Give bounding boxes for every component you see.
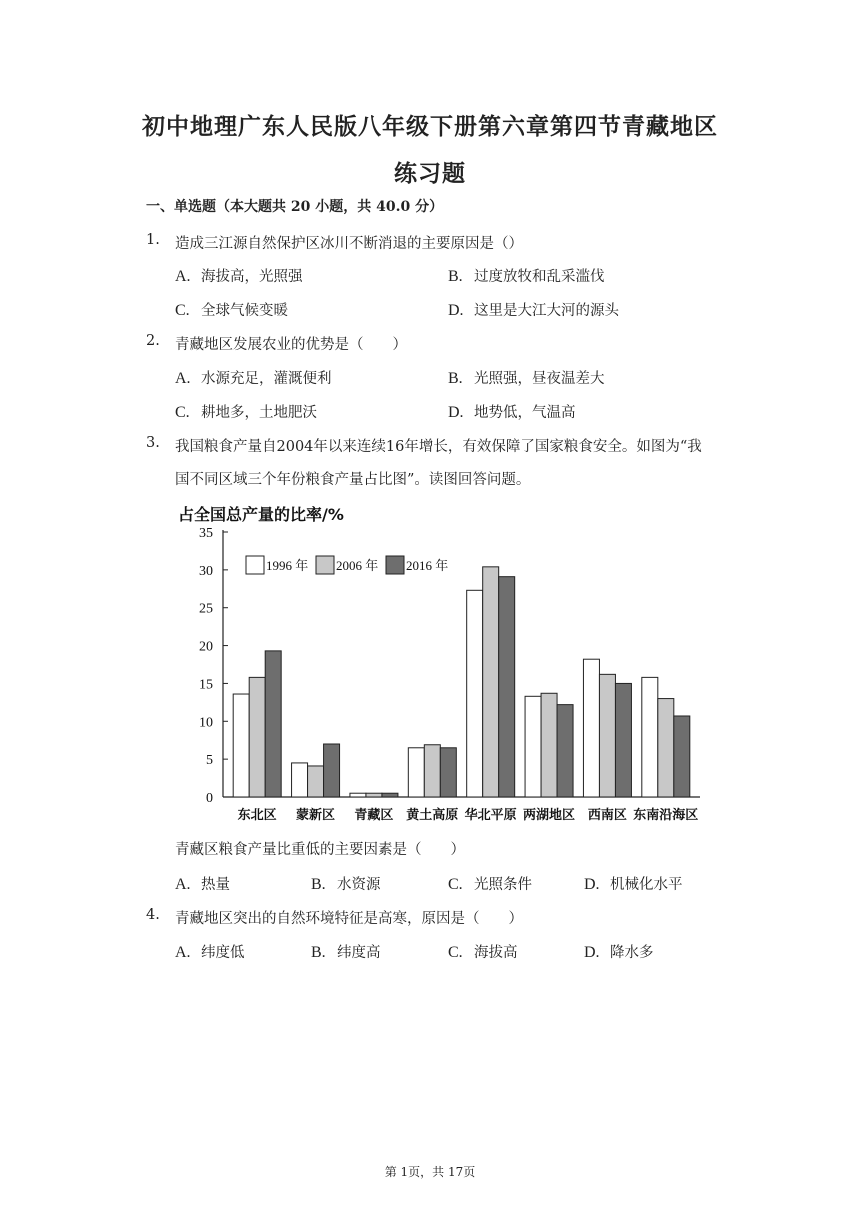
grain-share-bar-chart: [170, 500, 710, 830]
bar: [483, 567, 499, 797]
bar: [265, 651, 281, 797]
x-tick-label: 东南沿海区: [633, 808, 699, 823]
x-tick-label: 华北平原: [464, 808, 517, 823]
y-tick-label: 5: [206, 753, 213, 769]
option-letter: C.: [175, 404, 190, 421]
q2-option-b[interactable]: [448, 367, 605, 388]
option-letter: B.: [448, 370, 463, 387]
option-text: 热量: [201, 877, 230, 893]
bar: [408, 748, 424, 797]
legend-label: 2016 年: [406, 558, 449, 573]
bar: [467, 590, 483, 797]
option-letter: C.: [448, 944, 463, 961]
question-2-text: 青藏地区发展农业的优势是（ ）: [175, 337, 407, 353]
legend-label: 1996 年: [266, 558, 309, 573]
x-tick-label: 东北区: [237, 808, 277, 823]
x-tick-label: 西南区: [587, 808, 627, 823]
option-text: 过度放牧和乱采滥伐: [474, 269, 605, 285]
option-letter: D.: [448, 302, 464, 319]
option-text: 地势低，气温高: [474, 405, 576, 421]
bar: [233, 694, 249, 797]
q3-option-d[interactable]: [584, 873, 683, 894]
option-text: 降水多: [610, 945, 654, 961]
legend-swatch: [386, 556, 404, 574]
bar: [424, 745, 440, 797]
option-letter: B.: [311, 944, 326, 961]
bar: [350, 793, 366, 797]
bar: [674, 716, 690, 797]
bar: [583, 659, 599, 797]
legend-swatch: [246, 556, 264, 574]
option-letter: D.: [584, 876, 600, 893]
option-letter: A.: [175, 268, 191, 285]
bar: [557, 705, 573, 797]
bar: [615, 683, 631, 797]
x-tick-label: 两湖地区: [523, 808, 576, 823]
option-text: 海拔高: [474, 945, 518, 961]
bar: [366, 793, 382, 797]
q1-option-b[interactable]: [448, 265, 605, 286]
q3-option-a[interactable]: [175, 873, 230, 894]
option-text: 水源充足，灌溉便利: [201, 371, 332, 387]
question-3-number: 3.: [146, 435, 160, 451]
bar: [525, 696, 541, 797]
question-1-number: 1.: [146, 232, 160, 248]
legend-label: 2006 年: [336, 558, 379, 573]
q2-option-c[interactable]: [175, 401, 317, 422]
y-tick-label: 25: [199, 601, 213, 617]
q1-option-a[interactable]: [175, 265, 303, 286]
y-tick-label: 15: [199, 677, 213, 693]
option-text: 这里是大江大河的源头: [474, 303, 619, 319]
legend-swatch: [316, 556, 334, 574]
option-letter: C.: [448, 876, 463, 893]
doc-title-line2: 练习题: [394, 160, 466, 187]
y-tick-label: 35: [199, 526, 213, 541]
option-letter: A.: [175, 876, 191, 893]
option-text: 光照条件: [474, 877, 532, 893]
x-tick-label: 黄土高原: [406, 808, 459, 823]
option-letter: A.: [175, 370, 191, 387]
option-text: 光照强，昼夜温差大: [474, 371, 605, 387]
option-text: 耕地多，土地肥沃: [201, 405, 317, 421]
question-2-number: 2.: [146, 333, 160, 349]
option-letter: D.: [584, 944, 600, 961]
bar: [499, 577, 515, 797]
q2-option-d[interactable]: [448, 401, 576, 422]
option-text: 纬度低: [201, 945, 245, 961]
chart-title: 占全国总产量的比率/%: [178, 505, 344, 524]
question-4-text: 青藏地区突出的自然环境特征是高寒，原因是（ ）: [175, 911, 523, 927]
y-tick-label: 20: [199, 639, 213, 655]
option-text: 海拔高，光照强: [201, 269, 303, 285]
q4-option-d[interactable]: [584, 941, 654, 962]
option-letter: D.: [448, 404, 464, 421]
bar: [642, 677, 658, 797]
question-1-text: 造成三江源自然保护区冰川不断消退的主要原因是（）: [175, 236, 523, 252]
q3-option-c[interactable]: [448, 873, 532, 894]
question-4-number: 4.: [146, 907, 160, 923]
question-3-text-line1: 我国粮食产量自2004年以来连续16年增长，有效保障了国家粮食安全。如图为“我: [175, 439, 702, 455]
bar: [249, 677, 265, 797]
option-letter: B.: [448, 268, 463, 285]
bar: [440, 748, 456, 797]
y-tick-label: 10: [199, 715, 213, 731]
option-text: 机械化水平: [610, 877, 683, 893]
q1-option-d[interactable]: [448, 299, 619, 320]
bar: [382, 793, 398, 797]
option-text: 水资源: [337, 877, 381, 893]
page-footer: 第 1页，共 17页: [384, 1165, 476, 1179]
bar: [541, 693, 557, 797]
option-letter: A.: [175, 944, 191, 961]
bar: [324, 744, 340, 797]
option-letter: B.: [311, 876, 326, 893]
q2-option-a[interactable]: [175, 367, 332, 388]
question-3-text-line2: 国不同区域三个年份粮食产量占比图”。读图回答问题。: [175, 472, 531, 488]
y-tick-label: 30: [199, 563, 213, 579]
y-tick-label: 0: [206, 791, 213, 806]
option-letter: C.: [175, 302, 190, 319]
x-tick-label: 青藏区: [354, 808, 394, 823]
bar: [292, 763, 308, 797]
bar: [308, 766, 324, 797]
question-3-subquestion: 青藏区粮食产量比重低的主要因素是（ ）: [175, 842, 465, 858]
q4-option-c[interactable]: [448, 941, 518, 962]
q1-option-c[interactable]: [175, 299, 288, 320]
x-tick-label: 蒙新区: [296, 808, 336, 823]
q4-option-b[interactable]: [311, 941, 381, 962]
option-text: 全球气候变暖: [201, 303, 288, 319]
q3-option-b[interactable]: [311, 873, 381, 894]
bar: [658, 699, 674, 797]
bar: [599, 674, 615, 797]
section-heading: 一、单选题（本大题共 20 小题，共 40.0 分）: [146, 199, 444, 215]
q4-option-a[interactable]: [175, 941, 245, 962]
option-text: 纬度高: [337, 945, 381, 961]
doc-title-line1: 初中地理广东人民版八年级下册第六章第四节青藏地区: [142, 113, 718, 140]
